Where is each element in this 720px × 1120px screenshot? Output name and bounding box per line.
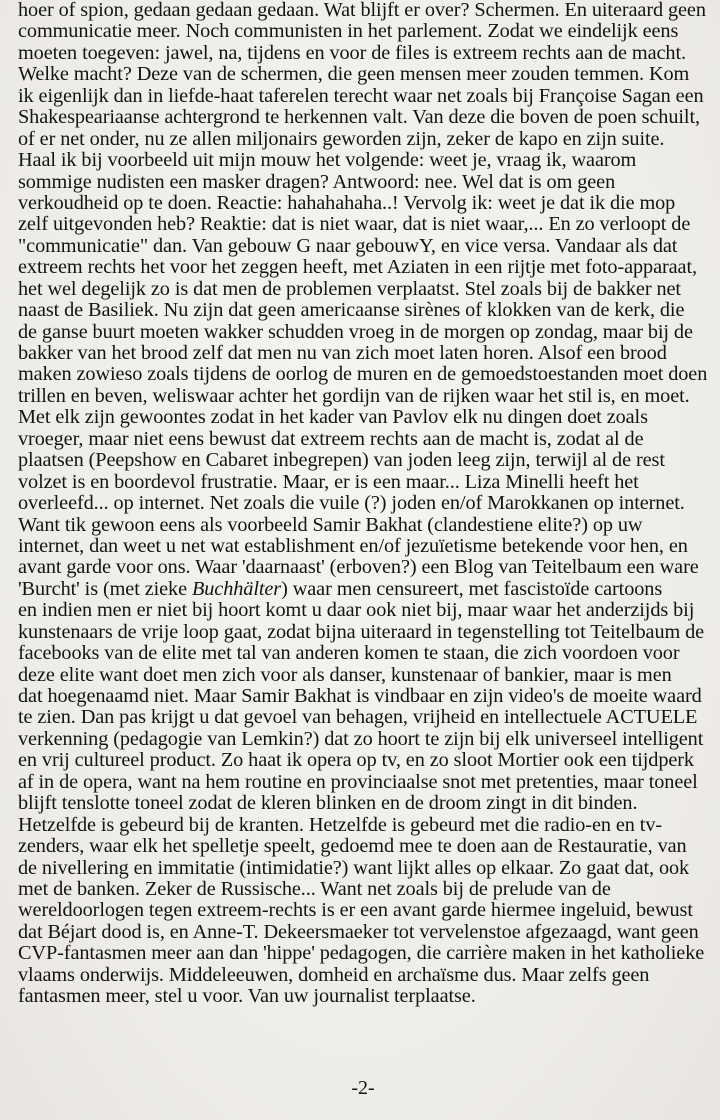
text-line: deze elite want doet men zich voor als danser, kunstenaar of bankier, maar is men bbox=[18, 663, 672, 686]
text-line: fantasmen meer, stel u voor. Van uw journalist terplaatse. bbox=[18, 985, 476, 1008]
text-line bbox=[18, 579, 718, 600]
text-line: facebooks van de elite met tal van anderen komen te staan, die zich voordoen voor bbox=[18, 642, 680, 665]
text-line: sommige nudisten een masker dragen? Antwoord: nee. Wel dat is om geen bbox=[18, 170, 616, 193]
text-line: Haal ik bij voorbeeld uit mijn mouw het volgende: weet je, vraag ik, waarom bbox=[18, 149, 637, 172]
text-line: bakker van het brood zelf dat men nu van zich moet laten horen. Alsof een brood bbox=[18, 342, 667, 364]
text-line: zenders, waar elk het spelletje speelt, gedoemd mee te doen aan de Restauratie, van bbox=[18, 835, 687, 858]
text-line: en vrij cultureel product. Zo haat ik opera op tv, en zo sloot Mortier ook een tijdperk bbox=[18, 749, 694, 772]
text-line: af in de opera, want na hem routine en provinciaalse snot met pretenties, maar toneel bbox=[18, 770, 698, 793]
text-line: verkoudheid op te doen. Reactie: hahahahaha..! Vervolg ik: weet je dat ik die mop bbox=[18, 191, 676, 214]
text-line: ik eigenlijk dan in liefde-haat taferelen terecht waar net zoals bij Françoise Sagan een bbox=[18, 84, 704, 107]
text-line: Shakespeariaanse achtergrond te herkennen valt. Van deze die boven de poen schuilt, bbox=[18, 106, 700, 129]
text-line: Met elk zijn gewoontes zodat in het kader van Pavlov elk nu dingen doet zoals bbox=[18, 406, 648, 429]
text-line: extreem rechts het voor het zeggen heeft, met Aziaten in een rijtje met foto-apparaat, bbox=[18, 256, 697, 279]
text-line: wereldoorlogen tegen extreem-rechts is er een avant garde hiermee ingeluid, bewust bbox=[18, 899, 693, 922]
text-line: internet, dan weet u net wat establishment en/of jezuïetisme betekende voor hen, en bbox=[18, 534, 688, 557]
text-line: Welke macht? Deze van de schermen, die geen mensen meer zouden temmen. Kom bbox=[18, 63, 690, 86]
text-line: Want tik gewoon eens als voorbeeld Samir Bakhat (clandestiene elite?) op uw bbox=[18, 513, 643, 536]
text-line: te zien. Dan pas krijgt u dat gevoel van behagen, vrijheid en intellectuele ACTUELE bbox=[18, 706, 698, 729]
text-line: zelf uitgevonden heb? Reaktie: dat is niet waar, dat is niet waar,... En zo verloopt de bbox=[18, 213, 691, 236]
text-line: hoer of spion, gedaan gedaan gedaan. Wat blijft er over? Schermen. En uiteraard geen bbox=[18, 0, 706, 21]
text-line: trillen en beven, weliswaar achter het gordijn van de rijken waar het stil is, en moet. bbox=[18, 384, 690, 407]
text-line: naast de Basiliek. Nu zijn dat geen americaanse sirènes of klokken van de kerk, die bbox=[18, 299, 685, 322]
page-number: -2- bbox=[351, 1077, 375, 1099]
text-line: Hetzelfde is gebeurd bij de kranten. Hetzelfde is gebeurd met die radio-en en tv- bbox=[18, 813, 663, 836]
text-line: vroeger, maar niet eens bewust dat extreem rechts aan de macht is, zodat al de bbox=[18, 427, 644, 450]
text-line: "communicatie" dan. Van gebouw G naar gebouwY, en vice versa. Vandaar als dat bbox=[18, 234, 678, 257]
text-line: volzet is en boordevol frustratie. Maar, er is een maar... Liza Minelli heeft het bbox=[18, 470, 639, 493]
text-line: of er net onder, nu ze allen miljonairs geworden zijn, zeker de kapo en zijn suite. bbox=[18, 127, 665, 150]
text-line: het wel degelijk zo is dat men de problemen verplaatst. Stel zoals bij de bakker net bbox=[18, 277, 681, 300]
text-line: maken zowieso zoals tijdens de oorlog de muren en de gemoedstoestanden moet doen bbox=[18, 363, 708, 386]
text-line: met de banken. Zeker de Russische... Want net zoals bij de prelude van de bbox=[18, 877, 611, 900]
text-line: CVP-fantasmen meer aan dan 'hippe' pedagogen, die carrière maken in het katholieke bbox=[18, 942, 705, 965]
italic-term: Buchhälter bbox=[191, 577, 282, 600]
text-fragment: 'Burcht' is (met zieke bbox=[18, 577, 192, 600]
text-line: en indien men er niet bij hoort komt u daar ook niet bij, maar waar het anderzijds bij bbox=[18, 599, 695, 622]
article-body bbox=[18, 0, 718, 1008]
text-line: avant garde voor ons. Waar 'daarnaast' (erboven?) een Blog van Teitelbaum een ware bbox=[18, 556, 699, 579]
text-fragment: ) waar men censureert, met fascistoïde cartoons bbox=[281, 577, 663, 600]
text-line: de ganse buurt moeten wakker schudden vroeg in de morgen op zondag, maar bij de bbox=[18, 320, 693, 343]
text-line: plaatsen (Peepshow en Cabaret inbegrepen) van joden leeg zijn, terwijl al de rest bbox=[18, 449, 665, 472]
text-line: verkenning (pedagogie van Lemkin?) dat zo hoort te zijn bij elk universeel intelligent bbox=[18, 727, 704, 750]
text-line: moeten toegeven: jawel, na, tijdens en voor de files is extreem rechts aan de macht. bbox=[18, 41, 686, 64]
text-line: de nivellering en immitatie (intimidatie?) want lijkt alles op elkaar. Zo gaat dat, ook bbox=[18, 856, 690, 879]
text-line: blijft tenslotte toneel zodat de kleren blinken en de droom zingt in dit binden. bbox=[18, 792, 638, 815]
text-line: overleefd... op internet. Net zoals die vuile (?) joden en/of Marokkanen op internet. bbox=[18, 492, 685, 515]
text-line: dat Béjart dood is, en Anne-T. Dekeersmaeker tot vervelenstoe afgezaagd, want geen bbox=[18, 920, 699, 943]
text-line: dat hoegenaamd niet. Maar Samir Bakhat is vindbaar en zijn video's de moeite waard bbox=[18, 685, 702, 707]
text-line: vlaams onderwijs. Middeleeuwen, domheid en archaïsme dus. Maar zelfs geen bbox=[18, 963, 650, 986]
text-line: communicatie meer. Noch communisten in het parlement. Zodat we eindelijk eens bbox=[18, 20, 679, 43]
text-line: kunstenaars de vrije loop gaat, zodat bijna uiteraard in tegenstelling tot Teitelbaum de bbox=[18, 620, 705, 643]
